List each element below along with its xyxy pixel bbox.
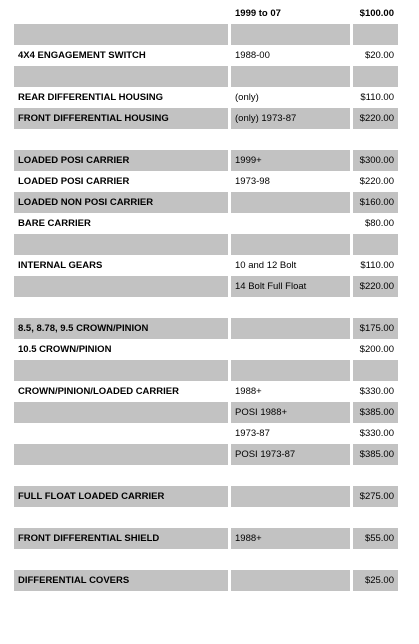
table-row xyxy=(14,444,398,465)
table-row xyxy=(14,45,398,66)
table-row xyxy=(14,276,398,297)
price-cell: $110.00 xyxy=(360,260,394,271)
table-row xyxy=(14,213,398,234)
years-cell: 1999 to 07 xyxy=(230,3,352,24)
price-cell: $160.00 xyxy=(352,192,399,213)
item-cell: DIFFERENTIAL COVERS xyxy=(14,570,230,591)
table-row xyxy=(14,465,398,486)
table-row xyxy=(14,318,398,339)
item-cell xyxy=(14,234,230,255)
price-cell: $330.00 xyxy=(359,428,394,439)
price-cell: $175.00 xyxy=(352,318,399,339)
price-cell: $385.00 xyxy=(352,444,399,465)
years-cell: POSI 1973-87 xyxy=(230,444,352,465)
table-row xyxy=(14,255,398,276)
item-cell xyxy=(14,465,230,486)
table-row xyxy=(14,486,398,507)
years-cell: 1988+ xyxy=(230,528,352,549)
years-cell: 1973-87 xyxy=(230,423,352,444)
years-cell xyxy=(230,465,352,486)
item-cell: CROWN/PINION/LOADED CARRIER xyxy=(18,386,179,397)
price-cell: $80.00 xyxy=(364,218,394,229)
price-cell: $55.00 xyxy=(352,528,399,549)
item-cell xyxy=(14,297,230,318)
years-cell: (only) xyxy=(230,87,352,108)
price-cell xyxy=(352,507,399,528)
price-table xyxy=(14,3,398,591)
item-cell xyxy=(14,276,230,297)
years-cell: 10 and 12 Bolt xyxy=(230,255,352,276)
table-row xyxy=(14,234,398,255)
price-cell xyxy=(352,549,399,570)
item-cell xyxy=(14,66,230,87)
item-cell: FRONT DIFFERENTIAL SHIELD xyxy=(14,528,230,549)
table-row xyxy=(14,87,398,108)
table-row xyxy=(14,192,398,213)
years-cell xyxy=(230,234,352,255)
item-cell: FRONT DIFFERENTIAL HOUSING xyxy=(14,108,230,129)
price-cell: $200.00 xyxy=(359,344,394,355)
item-cell xyxy=(14,549,230,570)
item-cell xyxy=(14,24,230,45)
item-cell: LOADED POSI CARRIER xyxy=(14,150,230,171)
years-cell xyxy=(230,192,352,213)
item-cell: BARE CARRIER xyxy=(18,218,91,229)
years-cell: 14 Bolt Full Float xyxy=(230,276,352,297)
price-cell: $275.00 xyxy=(352,486,399,507)
years-cell xyxy=(230,486,352,507)
price-cell xyxy=(352,360,399,381)
years-cell xyxy=(230,339,352,360)
table-row xyxy=(14,507,398,528)
item-cell xyxy=(14,402,230,423)
table-row xyxy=(14,381,398,402)
item-cell: FULL FLOAT LOADED CARRIER xyxy=(14,486,230,507)
table-row xyxy=(14,129,398,150)
price-cell: $25.00 xyxy=(352,570,399,591)
price-cell: $110.00 xyxy=(360,92,394,103)
years-cell: 1973-98 xyxy=(230,171,352,192)
table-row xyxy=(14,528,398,549)
price-cell: $20.00 xyxy=(364,50,394,61)
item-cell: LOADED POSI CARRIER xyxy=(18,176,130,187)
item-cell xyxy=(14,3,230,24)
years-cell xyxy=(230,24,352,45)
years-cell xyxy=(230,360,352,381)
years-cell: 1999+ xyxy=(230,150,352,171)
table-row xyxy=(14,549,398,570)
years-cell: 1988+ xyxy=(230,381,352,402)
years-cell xyxy=(230,66,352,87)
price-cell xyxy=(352,234,399,255)
table-row xyxy=(14,108,398,129)
item-cell xyxy=(14,360,230,381)
price-cell xyxy=(352,24,399,45)
table-row xyxy=(14,339,398,360)
price-cell: $385.00 xyxy=(352,402,399,423)
price-cell xyxy=(352,297,399,318)
years-cell: 1988-00 xyxy=(230,45,352,66)
years-cell xyxy=(230,549,352,570)
years-cell xyxy=(230,297,352,318)
price-cell: $220.00 xyxy=(352,108,399,129)
table-row xyxy=(14,150,398,171)
table-row xyxy=(14,66,398,87)
table-row xyxy=(14,402,398,423)
table-row xyxy=(14,570,398,591)
price-cell: $330.00 xyxy=(359,386,394,397)
item-cell: INTERNAL GEARS xyxy=(18,260,103,271)
years-cell xyxy=(230,129,352,150)
years-cell xyxy=(230,570,352,591)
years-cell: (only) 1973-87 xyxy=(230,108,352,129)
years-cell: POSI 1988+ xyxy=(230,402,352,423)
item-cell: 10.5 CROWN/PINION xyxy=(18,344,112,355)
table-row xyxy=(14,360,398,381)
item-cell xyxy=(14,507,230,528)
years-cell xyxy=(230,213,352,234)
table-row xyxy=(14,24,398,45)
price-cell xyxy=(352,129,399,150)
price-cell: $100.00 xyxy=(359,8,394,19)
years-cell xyxy=(230,318,352,339)
item-cell xyxy=(14,444,230,465)
price-cell xyxy=(352,66,399,87)
item-cell xyxy=(14,129,230,150)
item-cell: REAR DIFFERENTIAL HOUSING xyxy=(18,92,163,103)
item-cell: 4X4 ENGAGEMENT SWITCH xyxy=(18,50,146,61)
item-cell xyxy=(14,423,230,444)
item-cell: 8.5, 8.78, 9.5 CROWN/PINION xyxy=(14,318,230,339)
price-cell xyxy=(352,465,399,486)
table-row xyxy=(14,171,398,192)
price-table-body xyxy=(14,3,398,591)
price-cell: $300.00 xyxy=(352,150,399,171)
table-row xyxy=(14,3,398,24)
price-cell: $220.00 xyxy=(352,276,399,297)
table-row xyxy=(14,423,398,444)
price-list xyxy=(14,3,398,591)
years-cell xyxy=(230,507,352,528)
price-cell: $220.00 xyxy=(359,176,394,187)
item-cell: LOADED NON POSI CARRIER xyxy=(14,192,230,213)
table-row xyxy=(14,297,398,318)
